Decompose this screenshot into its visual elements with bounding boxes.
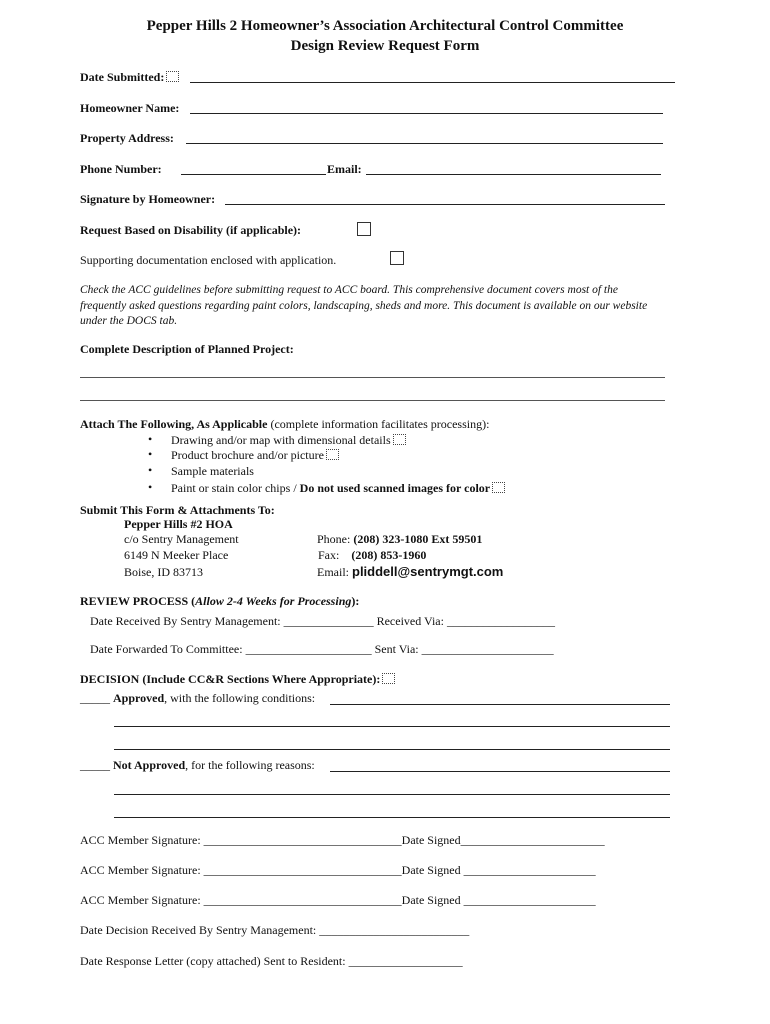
attach-label: Attach The Following, As Applicable (complete information facilitates processing): [80, 417, 490, 431]
acc-signature-3: ACC Member Signature: _________________________________Date Signed ______________________ [80, 893, 596, 907]
guidelines-line-2: frequently asked questions regarding paint colors, landscaping, sheds and more. This document is available on our website [80, 300, 648, 312]
approved-conditions-line-3[interactable] [114, 749, 670, 750]
email-field[interactable] [366, 174, 661, 175]
attach-item-samples: • Sample materials [171, 464, 254, 479]
response-letter-line: Date Response Letter (copy attached) Sent to Resident: ___________________ [80, 954, 463, 968]
disability-checkbox[interactable] [357, 222, 371, 236]
email-label: Email: [327, 162, 362, 176]
project-description-line-2[interactable] [80, 400, 665, 401]
approved-conditions-line-2[interactable] [114, 726, 670, 727]
hoa-name: Pepper Hills #2 HOA [124, 517, 233, 531]
property-address-field[interactable] [186, 143, 663, 144]
not-approved-reasons-field[interactable] [330, 771, 670, 772]
attach-item-drawing: • Drawing and/or map with dimensional details [171, 433, 406, 448]
date-received-line: Date Received By Sentry Management: _______________ Received Via: __________________ [90, 614, 555, 628]
attach-item-color-chips: • Paint or stain color chips / Do not used scanned images for color [171, 481, 505, 496]
mgmt-company: c/o Sentry Management [124, 532, 239, 546]
form-field-marker-icon [326, 449, 339, 460]
supporting-docs-checkbox[interactable] [390, 251, 404, 265]
decision-label: DECISION (Include CC&R Sections Where Appropriate): [80, 672, 395, 687]
project-description-line-1[interactable] [80, 377, 665, 378]
mgmt-city: Boise, ID 83713 [124, 565, 203, 579]
form-field-marker-icon [492, 482, 505, 493]
mgmt-street: 6149 N Meeker Place [124, 548, 229, 562]
guidelines-line-1: Check the ACC guidelines before submitting request to ACC board. This comprehensive document covers most of the [80, 284, 618, 296]
project-description-label: Complete Description of Planned Project: [80, 342, 294, 356]
date-submitted-label: Date Submitted: [80, 70, 179, 85]
form-field-marker-icon [382, 673, 395, 684]
guidelines-line-3: under the DOCS tab. [80, 315, 178, 327]
not-approved-reasons-line-2[interactable] [114, 794, 670, 795]
not-approved-line: _____ Not Approved, for the following reasons: [80, 758, 315, 772]
date-forwarded-line: Date Forwarded To Committee: _____________________ Sent Via: ______________________ [90, 642, 554, 656]
form-title: Pepper Hills 2 Homeowner’s Association Architectural Control Committee [146, 18, 624, 34]
supporting-docs-label: Supporting documentation enclosed with application. [80, 253, 337, 267]
homeowner-signature-field[interactable] [225, 204, 665, 205]
mgmt-email: Email: pliddell@sentrymgt.com [317, 564, 504, 579]
property-address-label: Property Address: [80, 131, 174, 145]
acc-signature-1: ACC Member Signature: _________________________________Date Signed________________________ [80, 833, 605, 847]
acc-signature-2: ACC Member Signature: _________________________________Date Signed ______________________ [80, 863, 596, 877]
review-process-label: REVIEW PROCESS (Allow 2-4 Weeks for Processing): [80, 594, 360, 608]
form-field-marker-icon [393, 434, 406, 445]
form-subtitle: Design Review Request Form [290, 38, 480, 54]
not-approved-reasons-line-3[interactable] [114, 817, 670, 818]
homeowner-signature-label: Signature by Homeowner: [80, 192, 216, 206]
approved-line: _____ Approved, with the following conditions: [80, 691, 316, 705]
attach-item-brochure: • Product brochure and/or picture [171, 448, 339, 463]
disability-request-label: Request Based on Disability (if applicable): [80, 223, 302, 237]
homeowner-name-label: Homeowner Name: [80, 101, 180, 115]
phone-number-label: Phone Number: [80, 162, 162, 176]
submit-to-label: Submit This Form & Attachments To: [80, 503, 275, 517]
phone-number-field[interactable] [181, 174, 326, 175]
date-submitted-field[interactable] [190, 82, 675, 83]
approved-conditions-field[interactable] [330, 704, 670, 705]
mgmt-phone: Phone: (208) 323-1080 Ext 59501 [317, 532, 483, 546]
decision-received-line: Date Decision Received By Sentry Management: _________________________ [80, 923, 470, 937]
form-field-marker-icon [166, 71, 179, 82]
mgmt-fax: Fax: (208) 853-1960 [318, 548, 427, 562]
homeowner-name-field[interactable] [190, 113, 663, 114]
